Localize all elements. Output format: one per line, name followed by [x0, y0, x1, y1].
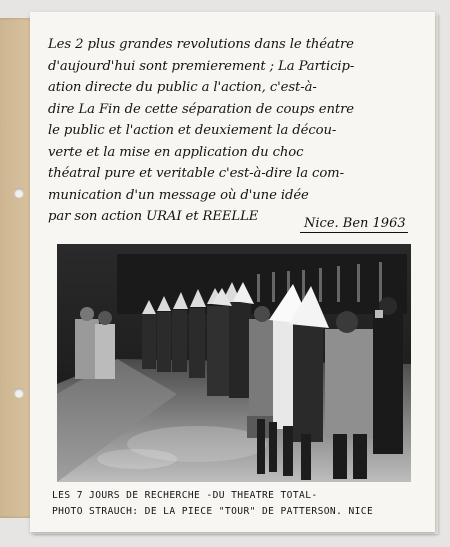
binder-hole: [14, 388, 24, 398]
handwritten-line: d'aujourd'hui sont premierement ; La Particip-: [48, 58, 355, 74]
handwritten-line: ation directe du public a l'action, c'est-à-: [48, 80, 317, 95]
caption-line: PHOTO STRAUCH: DE LA PIECE "TOUR" DE PATTERSON. NICE: [52, 506, 374, 517]
photo-caption: [52, 488, 422, 520]
handwritten-line: théatral pure et veritable c'est-à-dire la com-: [48, 166, 344, 181]
handwritten-line: Les 2 plus grandes revolutions dans le théatre: [48, 37, 354, 52]
handwritten-line: verte et la mise en application du choc: [48, 144, 304, 160]
handwritten-text: [48, 34, 418, 228]
binder-hole: [14, 188, 24, 198]
caption-line: LES 7 JOURS DE RECHERCHE -DU THEATRE TOTAL-: [52, 490, 318, 501]
handwritten-line: munication d'un message où d'une idée: [48, 187, 309, 203]
black-and-white-photo: [57, 244, 411, 482]
handwritten-line: par son action URAI et REELLE: [48, 209, 259, 224]
photo-illustration: [57, 244, 411, 482]
handwritten-line: dire La Fin de cette séparation de coups entre: [48, 101, 354, 117]
handwritten-line: le public et l'action et deuxiement la décou-: [48, 123, 337, 138]
signature: Nice. Ben 1963: [300, 216, 408, 233]
